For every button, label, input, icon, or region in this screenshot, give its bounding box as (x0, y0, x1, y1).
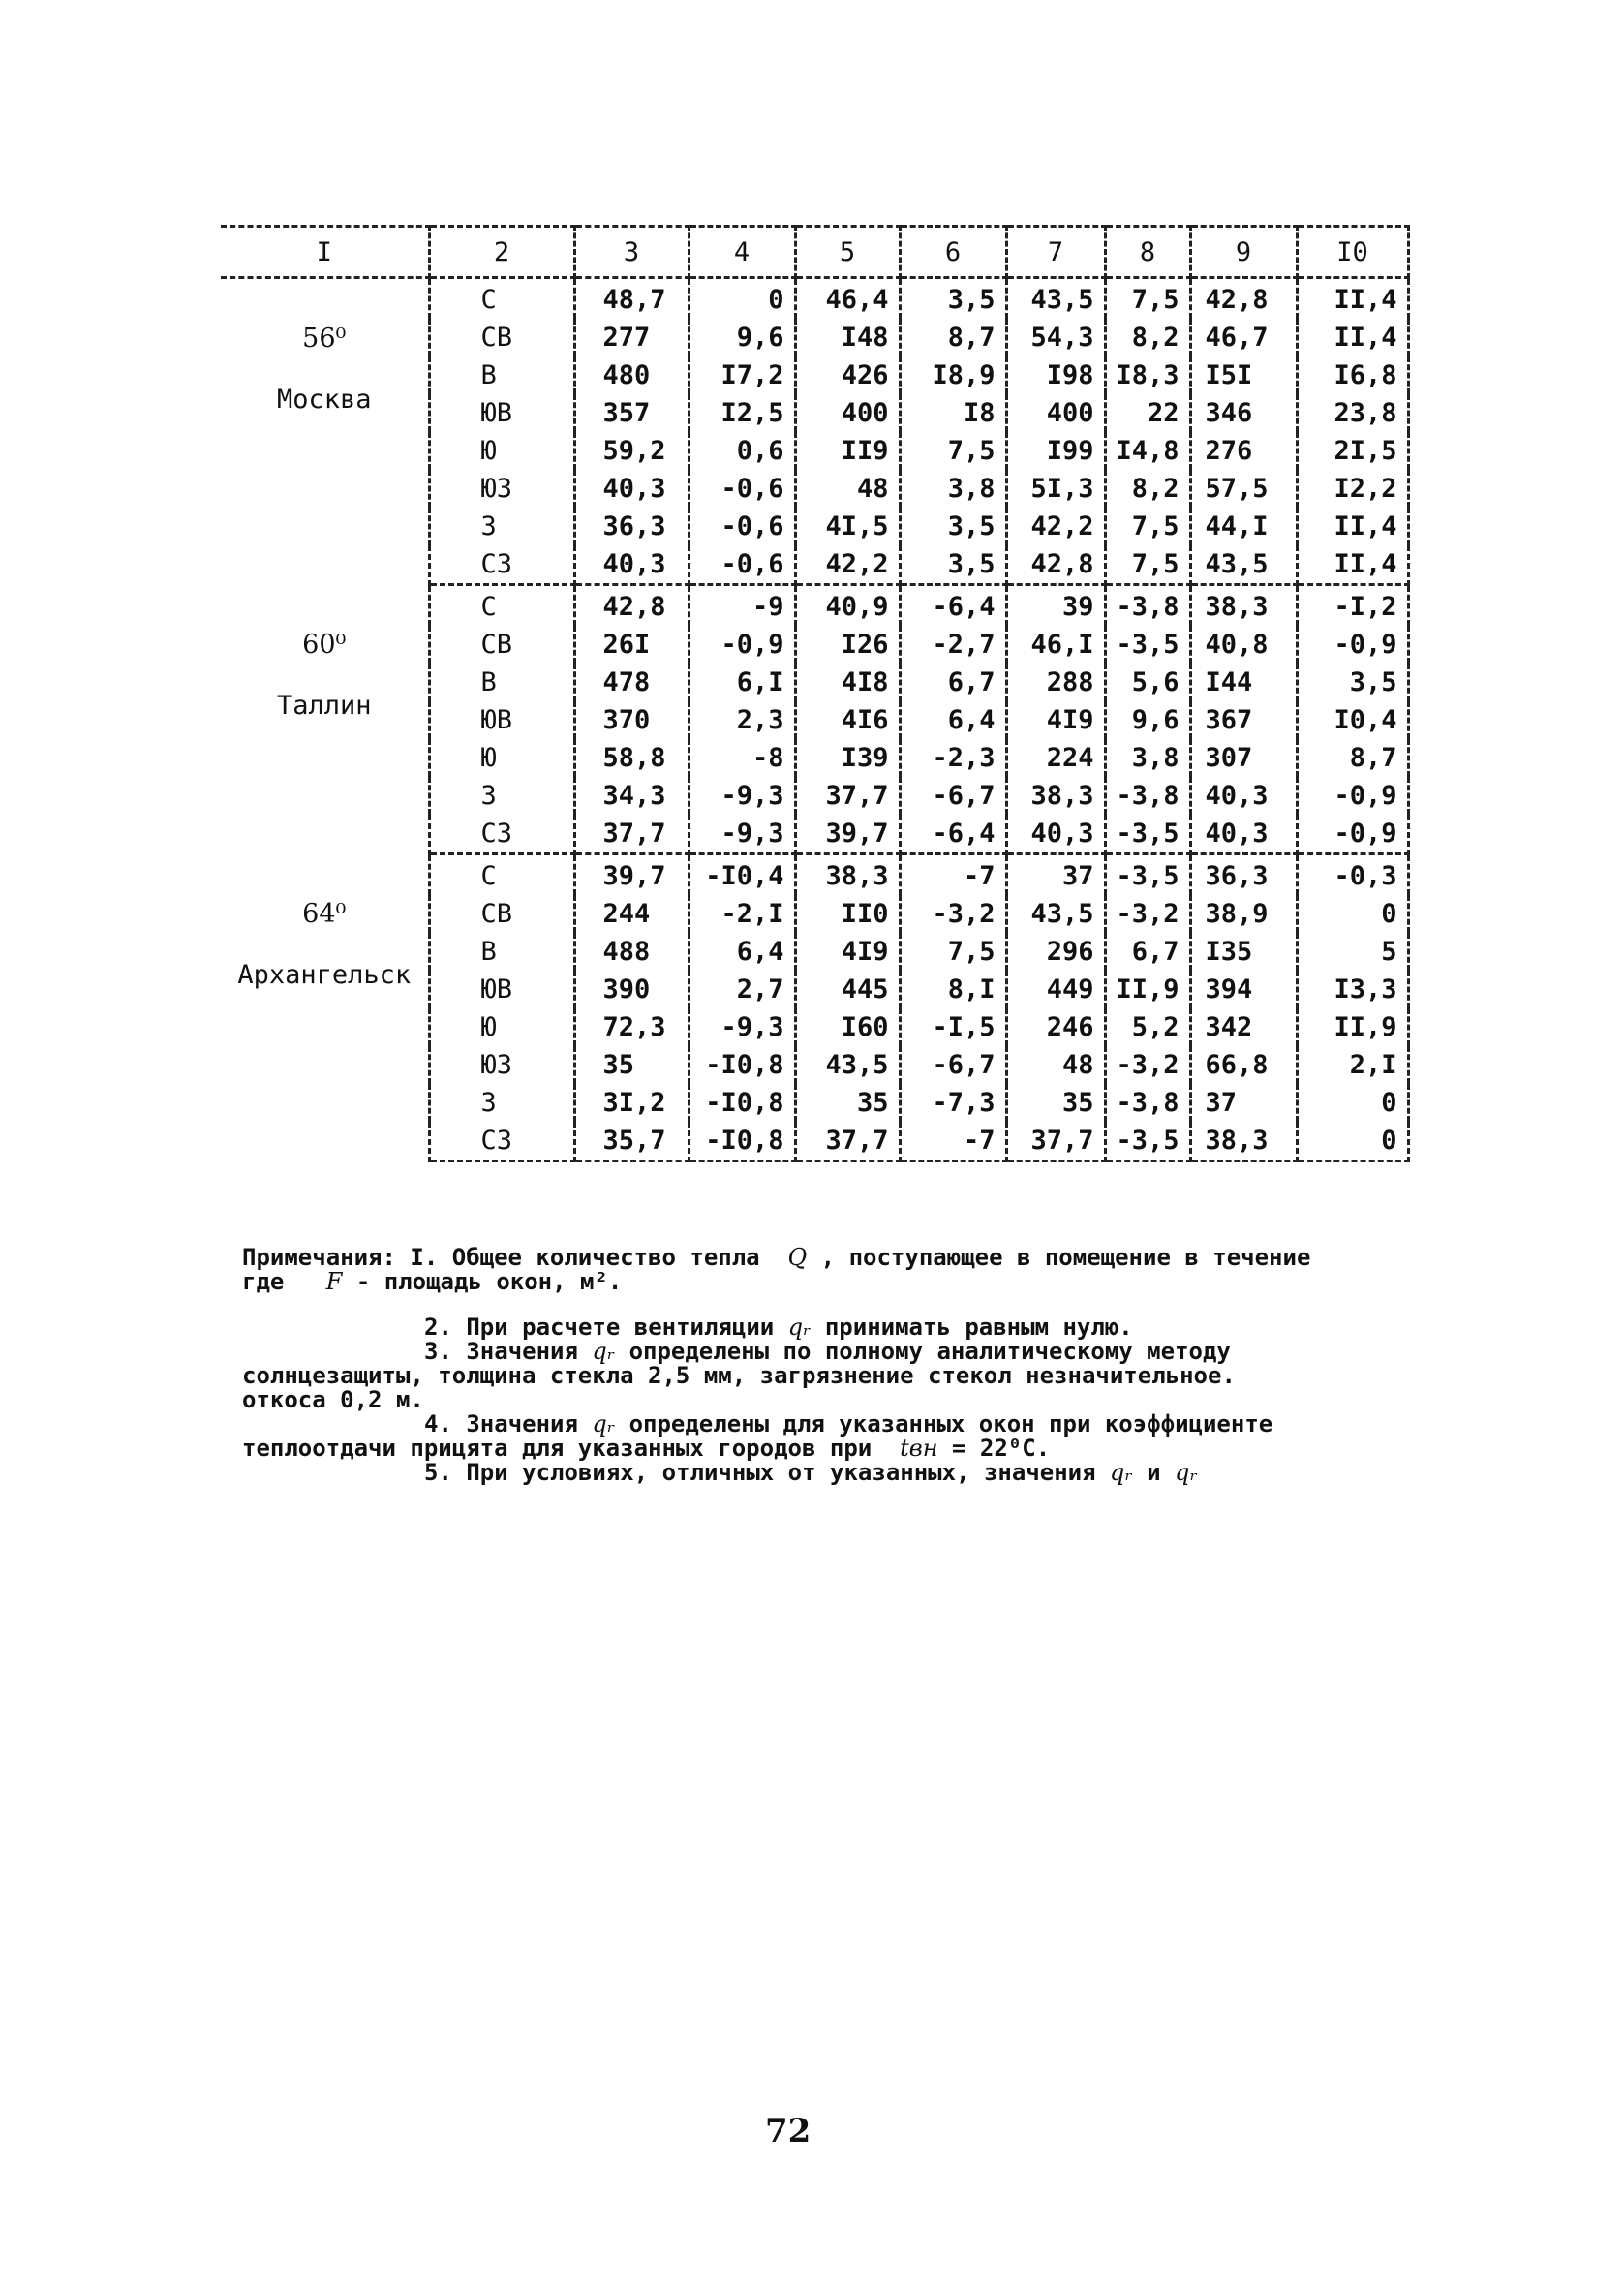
value-cell: -I,2 (1297, 585, 1408, 627)
value-cell: 66,8 (1190, 1046, 1297, 1084)
value-cell: -3,8 (1105, 585, 1190, 627)
value-cell: -9,3 (689, 1008, 795, 1046)
value-cell: -6,7 (900, 777, 1006, 815)
note-text: 3. Значения (424, 1338, 578, 1365)
value-cell: 7,5 (900, 432, 1006, 470)
value-cell: 39 (1006, 585, 1105, 627)
value-cell: 26I (574, 626, 689, 664)
header-cell: 8 (1105, 227, 1190, 278)
value-cell: 6,4 (689, 933, 795, 971)
value-cell: 38,3 (795, 854, 900, 896)
header-cell: I (221, 227, 429, 278)
city-cell (221, 278, 429, 585)
value-cell: 37,7 (795, 1122, 900, 1161)
value-cell: -8 (689, 739, 795, 777)
note-text: 5. При условиях, отличных от указанных, значения (424, 1459, 1096, 1486)
value-cell: -7,3 (900, 1084, 1006, 1122)
symbol-Q: Q (787, 1244, 808, 1271)
direction-cell: С (429, 278, 574, 320)
value-cell: I8,9 (900, 356, 1006, 394)
value-cell: -6,4 (900, 585, 1006, 627)
direction-cell: ЮВ (429, 394, 574, 432)
note-line-9 (242, 1461, 1424, 1485)
value-cell: -0,3 (1297, 854, 1408, 896)
direction-cell: З (429, 777, 574, 815)
value-cell: II9 (795, 432, 900, 470)
value-cell: 342 (1190, 1008, 1297, 1046)
city-name: Таллин (276, 690, 372, 721)
value-cell: -0,9 (689, 626, 795, 664)
value-cell: 426 (795, 356, 900, 394)
value-cell: 5,2 (1105, 1008, 1190, 1046)
value-cell: 390 (574, 971, 689, 1008)
symbol-qr: qᵣ (592, 1410, 616, 1438)
value-cell: 43,5 (1006, 895, 1105, 933)
note-text: теплоотдачи прицята для указанных городов при (242, 1435, 873, 1462)
header-cell: 2 (429, 227, 574, 278)
value-cell: 346 (1190, 394, 1297, 432)
value-cell: II,9 (1105, 971, 1190, 1008)
value-cell: 0,6 (689, 432, 795, 470)
table-body (221, 278, 1408, 1161)
value-cell: -3,5 (1105, 1122, 1190, 1161)
note-text: откоса 0,2 м. (242, 1386, 424, 1413)
note-text: определены для указанных окон при коэффициенте (628, 1410, 1273, 1438)
table-row (221, 278, 1408, 320)
value-cell: 288 (1006, 664, 1105, 701)
value-cell: 22 (1105, 394, 1190, 432)
table-row (221, 585, 1408, 627)
value-cell: 40,3 (1006, 815, 1105, 854)
note-line-6 (242, 1388, 1424, 1412)
value-cell: 39,7 (574, 854, 689, 896)
value-cell: II,4 (1297, 545, 1408, 585)
direction-cell: СЗ (429, 815, 574, 854)
value-cell: II,9 (1297, 1008, 1408, 1046)
value-cell: 277 (574, 319, 689, 356)
value-cell: 38,3 (1190, 585, 1297, 627)
value-cell: 37,7 (1006, 1122, 1105, 1161)
value-cell: 400 (1006, 394, 1105, 432)
value-cell: I0,4 (1297, 701, 1408, 739)
note-line-7 (242, 1412, 1424, 1437)
symbol-qr: qᵣ (1175, 1459, 1198, 1486)
value-cell: 4I9 (1006, 701, 1105, 739)
value-cell: 296 (1006, 933, 1105, 971)
direction-cell: З (429, 508, 574, 545)
direction-cell: ЮЗ (429, 1046, 574, 1084)
direction-cell: Ю (429, 1008, 574, 1046)
value-cell: 0 (1297, 1122, 1408, 1161)
notes-block (242, 1246, 1424, 1485)
direction-cell: ЮВ (429, 971, 574, 1008)
value-cell: 48 (1006, 1046, 1105, 1084)
value-cell: -9,3 (689, 777, 795, 815)
value-cell: 36,3 (1190, 854, 1297, 896)
value-cell: 6,7 (1105, 933, 1190, 971)
value-cell: -3,8 (1105, 1084, 1190, 1122)
value-cell: 35 (1006, 1084, 1105, 1122)
value-cell: 8,7 (1297, 739, 1408, 777)
direction-cell: СВ (429, 895, 574, 933)
symbol-qr: qᵣ (592, 1338, 616, 1365)
value-cell: 40,3 (574, 470, 689, 508)
value-cell: 2,7 (689, 971, 795, 1008)
value-cell: 37 (1006, 854, 1105, 896)
value-cell: 48,7 (574, 278, 689, 320)
header-cell: 9 (1190, 227, 1297, 278)
note-text: = 22⁰С. (952, 1435, 1051, 1462)
value-cell: 35 (795, 1084, 900, 1122)
value-cell: -2,3 (900, 739, 1006, 777)
value-cell: -3,2 (900, 895, 1006, 933)
value-cell: 40,3 (574, 545, 689, 585)
value-cell: 48 (795, 470, 900, 508)
value-cell: I44 (1190, 664, 1297, 701)
table-row (221, 854, 1408, 896)
value-cell: -6,4 (900, 815, 1006, 854)
latitude-label: 64⁰ (302, 898, 347, 929)
value-cell: I7,2 (689, 356, 795, 394)
value-cell: -I0,8 (689, 1046, 795, 1084)
value-cell: 42,2 (1006, 508, 1105, 545)
value-cell: 8,2 (1105, 319, 1190, 356)
note-line-2 (242, 1270, 1424, 1294)
value-cell: 5I,3 (1006, 470, 1105, 508)
value-cell: I26 (795, 626, 900, 664)
value-cell: 59,2 (574, 432, 689, 470)
value-cell: -3,5 (1105, 854, 1190, 896)
value-cell: I8,3 (1105, 356, 1190, 394)
value-cell: 38,9 (1190, 895, 1297, 933)
value-cell: 43,5 (795, 1046, 900, 1084)
value-cell: 43,5 (1190, 545, 1297, 585)
value-cell: 34,3 (574, 777, 689, 815)
value-cell: 40,8 (1190, 626, 1297, 664)
value-cell: 3,5 (900, 508, 1006, 545)
value-cell: 35 (574, 1046, 689, 1084)
value-cell: 39,7 (795, 815, 900, 854)
value-cell: 370 (574, 701, 689, 739)
direction-cell: В (429, 664, 574, 701)
value-cell: 42,8 (1006, 545, 1105, 585)
value-cell: 357 (574, 394, 689, 432)
value-cell: 449 (1006, 971, 1105, 1008)
value-cell: 40,3 (1190, 815, 1297, 854)
header-cell: 4 (689, 227, 795, 278)
note-line-3 (242, 1315, 1424, 1340)
note-text: и (1147, 1459, 1161, 1486)
value-cell: -2,I (689, 895, 795, 933)
direction-cell: СЗ (429, 545, 574, 585)
symbol-qr: qᵣ (787, 1314, 812, 1341)
direction-cell: ЮЗ (429, 470, 574, 508)
value-cell: -0,6 (689, 508, 795, 545)
value-cell: -I,5 (900, 1008, 1006, 1046)
symbol-t: tвн (900, 1435, 938, 1462)
value-cell: 4I,5 (795, 508, 900, 545)
value-cell: 5 (1297, 933, 1408, 971)
header-cell: I0 (1297, 227, 1408, 278)
value-cell: -7 (900, 854, 1006, 896)
value-cell: -3,5 (1105, 815, 1190, 854)
value-cell: 9,6 (689, 319, 795, 356)
note-line-4 (242, 1340, 1424, 1364)
value-cell: 0 (1297, 1084, 1408, 1122)
value-cell: 42,2 (795, 545, 900, 585)
value-cell: I2,2 (1297, 470, 1408, 508)
heat-gain-table (221, 225, 1410, 1162)
value-cell: 2,I (1297, 1046, 1408, 1084)
value-cell: 6,I (689, 664, 795, 701)
value-cell: 2,3 (689, 701, 795, 739)
direction-cell: СВ (429, 319, 574, 356)
value-cell: -0,6 (689, 545, 795, 585)
value-cell: 72,3 (574, 1008, 689, 1046)
value-cell: -0,6 (689, 470, 795, 508)
value-cell: I3,3 (1297, 971, 1408, 1008)
direction-cell: Ю (429, 432, 574, 470)
value-cell: I48 (795, 319, 900, 356)
value-cell: 224 (1006, 739, 1105, 777)
note-line-1 (242, 1246, 1424, 1270)
value-cell: 7,5 (1105, 278, 1190, 320)
note-text: принимать равным нулю. (824, 1314, 1133, 1341)
value-cell: 38,3 (1190, 1122, 1297, 1161)
city-name: Архангельск (237, 959, 412, 990)
value-cell: 3,8 (900, 470, 1006, 508)
note-text: определены по полному аналитическому методу (628, 1338, 1231, 1365)
value-cell: 8,I (900, 971, 1006, 1008)
value-cell: 394 (1190, 971, 1297, 1008)
value-cell: 40,3 (1190, 777, 1297, 815)
value-cell: 4I6 (795, 701, 900, 739)
value-cell: II,4 (1297, 508, 1408, 545)
value-cell: -7 (900, 1122, 1006, 1161)
value-cell: -0,9 (1297, 815, 1408, 854)
value-cell: 46,7 (1190, 319, 1297, 356)
value-cell: 37,7 (795, 777, 900, 815)
value-cell: 7,5 (1105, 545, 1190, 585)
value-cell: 488 (574, 933, 689, 971)
value-cell: I98 (1006, 356, 1105, 394)
value-cell: -I0,8 (689, 1084, 795, 1122)
header-cell: 7 (1006, 227, 1105, 278)
value-cell: 37,7 (574, 815, 689, 854)
latitude-label: 56⁰ (302, 324, 347, 354)
value-cell: I2,5 (689, 394, 795, 432)
value-cell: 36,3 (574, 508, 689, 545)
direction-cell: ЮВ (429, 701, 574, 739)
value-cell: 2I,5 (1297, 432, 1408, 470)
city-cell (221, 585, 429, 854)
value-cell: -9,3 (689, 815, 795, 854)
value-cell: 480 (574, 356, 689, 394)
value-cell: 43,5 (1006, 278, 1105, 320)
value-cell: 57,5 (1190, 470, 1297, 508)
direction-cell: В (429, 356, 574, 394)
header-cell: 5 (795, 227, 900, 278)
value-cell: 3,8 (1105, 739, 1190, 777)
latitude-label: 60⁰ (302, 629, 347, 660)
value-cell: I99 (1006, 432, 1105, 470)
direction-cell: З (429, 1084, 574, 1122)
value-cell: 367 (1190, 701, 1297, 739)
direction-cell: СЗ (429, 1122, 574, 1161)
value-cell: II,4 (1297, 319, 1408, 356)
value-cell: 3,5 (1297, 664, 1408, 701)
value-cell: 58,8 (574, 739, 689, 777)
direction-cell: СВ (429, 626, 574, 664)
value-cell: 38,3 (1006, 777, 1105, 815)
value-cell: I39 (795, 739, 900, 777)
value-cell: I4,8 (1105, 432, 1190, 470)
value-cell: 7,5 (900, 933, 1006, 971)
value-cell: 244 (574, 895, 689, 933)
value-cell: 7,5 (1105, 508, 1190, 545)
note-text: 4. Значения (424, 1410, 578, 1438)
value-cell: 37 (1190, 1084, 1297, 1122)
value-cell: 40,9 (795, 585, 900, 627)
value-cell: 44,I (1190, 508, 1297, 545)
value-cell: 276 (1190, 432, 1297, 470)
direction-cell: С (429, 585, 574, 627)
value-cell: 23,8 (1297, 394, 1408, 432)
value-cell: 9,6 (1105, 701, 1190, 739)
value-cell: 3,5 (900, 278, 1006, 320)
value-cell: 6,4 (900, 701, 1006, 739)
note-text: , поступающее в помещение в течение (820, 1244, 1311, 1271)
note-text: 2. При расчете вентиляции (424, 1314, 775, 1341)
value-cell: 5,6 (1105, 664, 1190, 701)
value-cell: 3I,2 (574, 1084, 689, 1122)
value-cell: 0 (689, 278, 795, 320)
city-cell (221, 854, 429, 1161)
symbol-F: F (325, 1268, 343, 1295)
value-cell: 54,3 (1006, 319, 1105, 356)
direction-cell: Ю (429, 739, 574, 777)
header-cell: 6 (900, 227, 1006, 278)
value-cell: I6,8 (1297, 356, 1408, 394)
note-text: - площадь окон, м². (355, 1268, 623, 1295)
value-cell: II,4 (1297, 278, 1408, 320)
value-cell: I8 (900, 394, 1006, 432)
value-cell: -3,2 (1105, 895, 1190, 933)
value-cell: 42,8 (574, 585, 689, 627)
value-cell: 6,7 (900, 664, 1006, 701)
value-cell: 8,2 (1105, 470, 1190, 508)
header-cell: 3 (574, 227, 689, 278)
symbol-qr: qᵣ (1110, 1459, 1133, 1486)
note-line-5 (242, 1364, 1424, 1388)
value-cell: -3,2 (1105, 1046, 1190, 1084)
value-cell: 445 (795, 971, 900, 1008)
direction-cell: В (429, 933, 574, 971)
value-cell: 8,7 (900, 319, 1006, 356)
value-cell: -3,5 (1105, 626, 1190, 664)
value-cell: -9 (689, 585, 795, 627)
value-cell: 3,5 (900, 545, 1006, 585)
value-cell: II0 (795, 895, 900, 933)
value-cell: 307 (1190, 739, 1297, 777)
city-name: Москва (276, 385, 372, 415)
value-cell: -I0,4 (689, 854, 795, 896)
value-cell: -0,9 (1297, 626, 1408, 664)
value-cell: -0,9 (1297, 777, 1408, 815)
value-cell: 35,7 (574, 1122, 689, 1161)
note-line-8 (242, 1437, 1424, 1461)
value-cell: -2,7 (900, 626, 1006, 664)
page-number: 72 (765, 2112, 812, 2150)
note-text: солнцезащиты, толщина стекла 2,5 мм, загрязнение стекол незначительное. (242, 1362, 1236, 1389)
value-cell: 0 (1297, 895, 1408, 933)
value-cell: -6,7 (900, 1046, 1006, 1084)
value-cell: 4I8 (795, 664, 900, 701)
value-cell: 246 (1006, 1008, 1105, 1046)
table-header-row (221, 227, 1408, 278)
value-cell: -3,8 (1105, 777, 1190, 815)
value-cell: 46,I (1006, 626, 1105, 664)
value-cell: I5I (1190, 356, 1297, 394)
value-cell: I60 (795, 1008, 900, 1046)
value-cell: I35 (1190, 933, 1297, 971)
value-cell: 478 (574, 664, 689, 701)
direction-cell: С (429, 854, 574, 896)
value-cell: 42,8 (1190, 278, 1297, 320)
value-cell: 4I9 (795, 933, 900, 971)
note-text: где (242, 1268, 285, 1295)
value-cell: 400 (795, 394, 900, 432)
value-cell: -I0,8 (689, 1122, 795, 1161)
note-text: Примечания: I. Общее количество тепла (242, 1244, 760, 1271)
value-cell: 46,4 (795, 278, 900, 320)
